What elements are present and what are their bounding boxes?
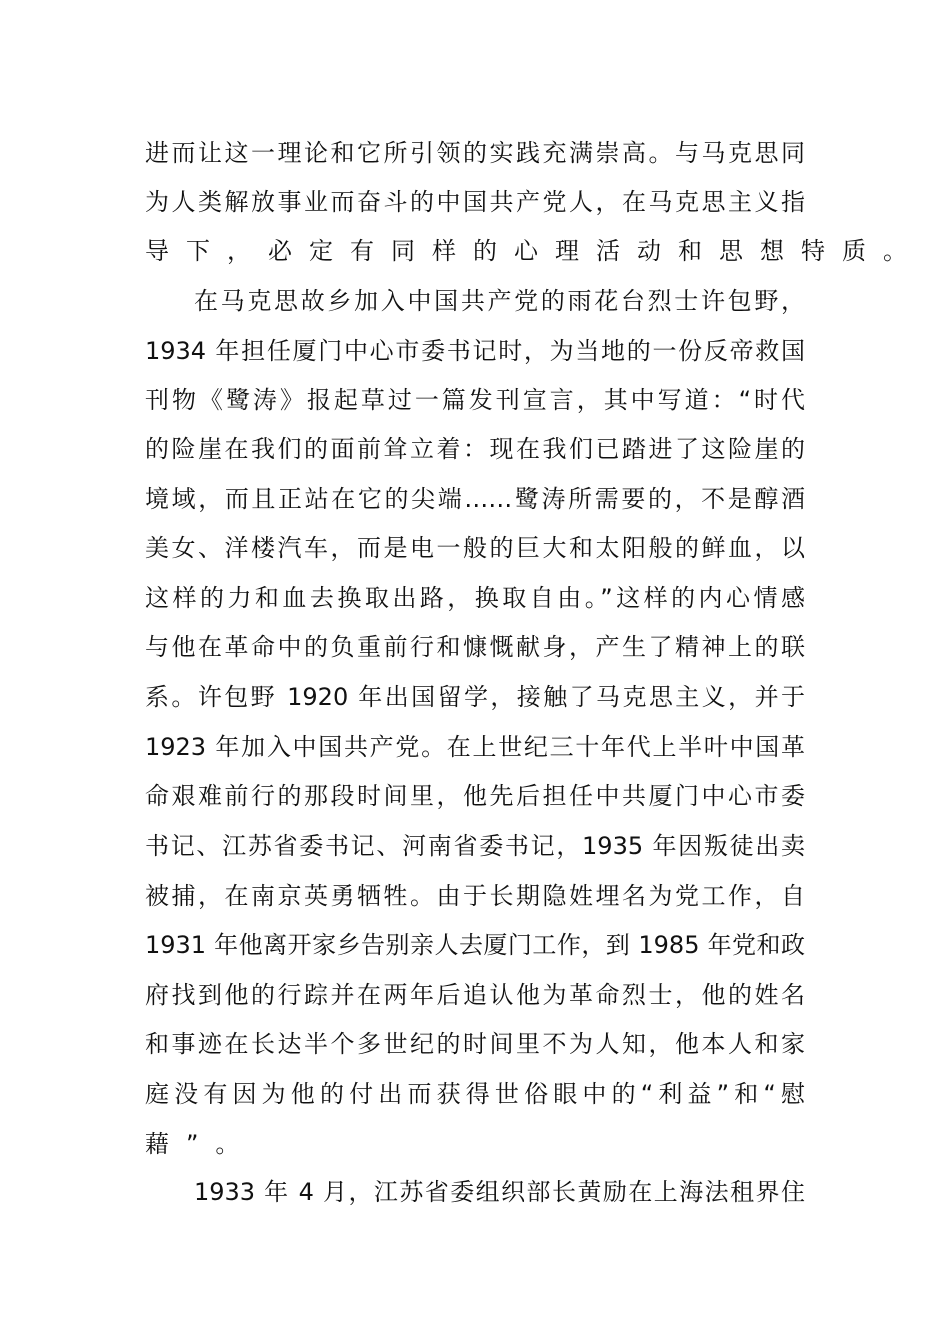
text-line: 府找到他的行踪并在两年后追认他为革命烈士，他的姓名 [145, 981, 805, 1009]
text-line: 在马克思故乡加入中国共产党的雨花台烈士许包野， [194, 287, 805, 315]
text-line: 书记、江苏省委书记、河南省委书记，1935 年因叛徒出卖 [145, 832, 805, 860]
text-line: 1923 年加入中国共产党。在上世纪三十年代上半叶中国革 [145, 733, 805, 761]
text-line: 命艰难前行的那段时间里，他先后担任中共厦门中心市委 [145, 782, 805, 810]
text-line: 1934 年担任厦门中心市委书记时，为当地的一份反帝救国 [145, 337, 805, 365]
text-line: 1931 年他离开家乡告别亲人去厦门工作，到 1985 年党和政 [145, 931, 805, 959]
text-line: 藉”。 [145, 1130, 257, 1158]
text-line: 为人类解放事业而奋斗的中国共产党人，在马克思主义指 [145, 188, 805, 216]
text-line: 1933 年 4 月，江苏省委组织部长黄励在上海法租界住 [194, 1178, 805, 1206]
text-line: 这样的力和血去换取出路，换取自由。”这样的内心情感 [145, 584, 805, 612]
text-line: 进而让这一理论和它所引领的实践充满崇高。与马克思同 [145, 139, 805, 167]
text-line: 与他在革命中的负重前行和慷慨献身，产生了精神上的联 [145, 633, 805, 661]
text-line: 美女、洋楼汽车，而是电一般的巨大和太阳般的鲜血，以 [145, 534, 805, 562]
text-line: 刊物《鹭涛》报起草过一篇发刊宣言，其中写道：“时代 [145, 386, 805, 414]
text-line: 的险崖在我们的面前耸立着：现在我们已踏进了这险崖的 [145, 435, 805, 463]
text-line: 系。许包野 1920 年出国留学，接触了马克思主义，并于 [145, 683, 805, 711]
text-line: 导下，必定有同样的心理活动和思想特质。 [145, 237, 924, 265]
text-line: 和事迹在长达半个多世纪的时间里不为人知，他本人和家 [145, 1030, 805, 1058]
text-line: 庭没有因为他的付出而获得世俗眼中的“利益”和“慰 [145, 1080, 805, 1108]
text-line: 境域，而且正站在它的尖端……鹭涛所需要的，不是醇酒 [145, 485, 805, 513]
text-line: 被捕，在南京英勇牺牲。由于长期隐姓埋名为党工作，自 [145, 882, 805, 910]
